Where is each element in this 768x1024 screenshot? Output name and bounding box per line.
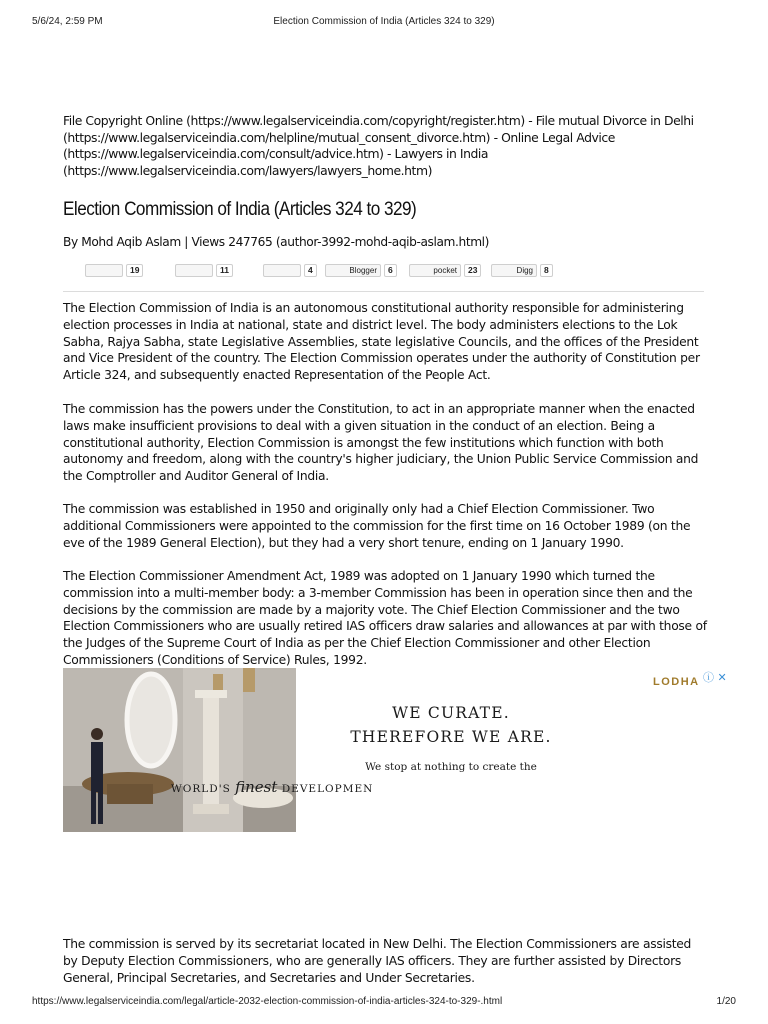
ad-subline-2: WORLD'S finest DEVELOPMEN (171, 778, 374, 796)
share-bar (63, 264, 703, 280)
pocket-label: pocket (409, 264, 461, 277)
top-links: File Copyright Online (https://www.legalserviceindia.com/copyright/register.htm) - File mutual Divorce in Delhi (https://www.legalserviceindia.com/helpline/mutual_consent_divorce.htm) - Online Legal Advice (https://www.legalserviceindia.com/consult/advice.htm) - Lawyers in India (https://www.legalserviceindia.com/lawyers/lawyers_home.htm) (63, 113, 694, 178)
paragraph-5: The commission is served by its secretariat located in New Delhi. The Election Commissioners are assisted by Deputy Election Commissioners, who are generally IAS officers. They are further assisted by Directors General, Principal Secretaries, and Secretaries and Under Secretaries. (63, 937, 692, 985)
print-date-time: 5/6/24, 2:59 PM (32, 16, 103, 27)
share-button-2[interactable] (175, 264, 233, 277)
ad-headline-1: WE CURATE. (392, 704, 510, 722)
ad-banner[interactable] (63, 668, 731, 832)
print-page-number: 1/20 (716, 996, 736, 1007)
byline: By Mohd Aqib Aslam | Views 247765 (author-3992-mohd-aqib-aslam.html) (63, 235, 490, 249)
legal-advice-link[interactable]: Online Legal Advice (https://www.legalserviceindia.com/consult/advice.htm) (63, 129, 615, 162)
share-button-pocket[interactable] (409, 264, 481, 277)
author-name: Mohd Aqib Aslam (81, 235, 181, 249)
ad-interior-image (63, 668, 296, 832)
ad-brand-logo: LODHA (653, 676, 700, 688)
paragraph-3: The commission was established in 1950 and originally only had a Chief Election Commissioner. Two additional Commissioners were appointed to the commission for the first time on 16 October 1989 (on the eve of the 1989 General Election), but they had a very short tenure, ending on 1 January 1990. (63, 502, 691, 550)
header-divider (63, 291, 704, 292)
share-icon (263, 264, 301, 277)
share-count: 8 (540, 264, 553, 277)
share-count: 23 (464, 264, 481, 277)
paragraph-1: The Election Commission of India is an autonomous constitutional authority responsible for administering election processes in India at national, state and district level. The body administers elections to the Lok Sabha, Rajya Sabha, state Legislative Assemblies, state legislative Councils, and the offices of the President and Vice President of the country. The Election Commission operates under the authority of Constitution per Article 324, and subsequently enacted Representation of the People Act. (63, 301, 700, 383)
share-count: 6 (384, 264, 397, 277)
share-button-blogger[interactable] (325, 264, 397, 277)
ad-headline-2: THEREFORE WE ARE. (350, 728, 552, 746)
share-count: 11 (216, 264, 233, 277)
author-views-link[interactable]: | Views 247765 (author-3992-mohd-aqib-aslam.html) (180, 235, 490, 249)
print-url: https://www.legalserviceindia.com/legal/article-2032-election-commission-of-india-articles-324-to-329-.html (32, 996, 503, 1007)
share-count: 19 (126, 264, 143, 277)
print-page-title: Election Commission of India (Articles 324 to 329) (273, 16, 495, 27)
share-icon (175, 264, 213, 277)
digg-label: Digg (491, 264, 537, 277)
divorce-link[interactable]: File mutual Divorce in Delhi (https://www.legalserviceindia.com/helpline/mutual_consent_divorce.htm) (63, 113, 694, 145)
share-button-3[interactable] (263, 264, 317, 277)
info-icon[interactable]: ⓘ (703, 671, 714, 684)
share-button-digg[interactable] (491, 264, 553, 277)
share-count: 4 (304, 264, 317, 277)
print-footer (32, 996, 736, 1007)
ad-controls (703, 669, 727, 685)
copyright-link[interactable]: File Copyright Online (https://www.legalserviceindia.com/copyright/register.htm) (63, 113, 525, 128)
blogger-label: Blogger (325, 264, 381, 277)
paragraph-4: The Election Commissioner Amendment Act, 1989 was adopted on 1 January 1990 which turned the commission into a multi-member body: a 3-member Commission has been in operation since then and the decisions by the commission are made by a majority vote. The Chief Election Commissioner and the two Election Commissioners who are usually retired IAS officers draw salaries and allowances at par with those of the Judges of the Supreme Court of India as per the Chief Election Commissioner and other Election Commissioners (Conditions of Service) Rules, 1992. (63, 569, 707, 667)
close-icon[interactable]: ✕ (717, 671, 727, 684)
ad-copy (296, 668, 606, 832)
ad-interior-illustration (63, 668, 296, 832)
article-title: Election Commission of India (Articles 324 to 329) (63, 198, 417, 220)
share-button-1[interactable] (85, 264, 143, 277)
lawyers-link[interactable]: Lawyers in India (https://www.legalserviceindia.com/lawyers/lawyers_home.htm) (63, 146, 489, 178)
ad-subline-1: We stop at nothing to create the (365, 761, 537, 773)
share-icon (85, 264, 123, 277)
paragraph-2: The commission has the powers under the Constitution, to act in an appropriate manner when the enacted laws make insufficient provisions to deal with a given situation in the conduct of an election. Being a constitutional authority, Election Commission is amongst the few institutions which function with both autonomy and freedom, along with the country's higher judiciary, the Union Public Service Commission and the Comptroller and Auditor General of India. (63, 402, 699, 484)
